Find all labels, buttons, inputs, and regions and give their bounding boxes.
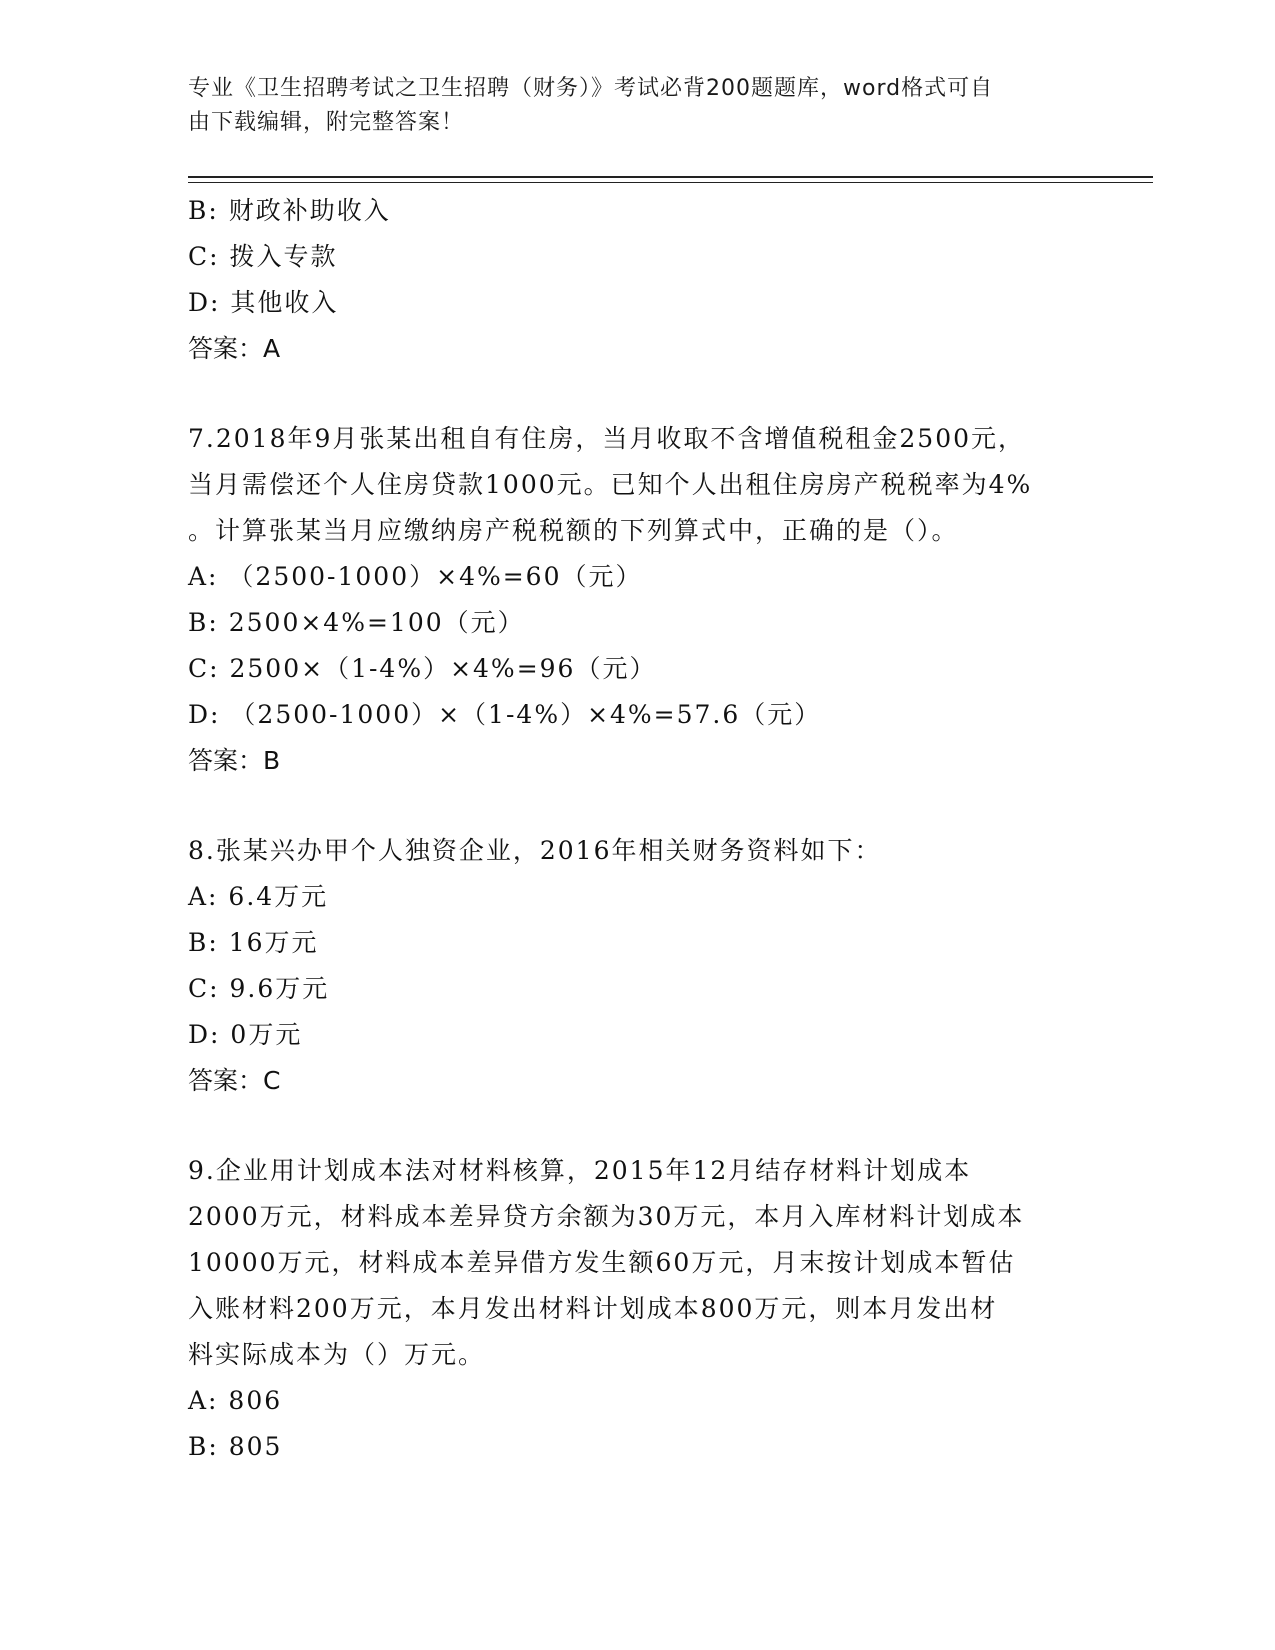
question-text-line: 料实际成本为（）万元。	[188, 1340, 486, 1369]
question-text-line: 2000万元，材料成本差异贷方余额为30万元，本月入库材料计划成本	[188, 1202, 1025, 1231]
question-text-line: 9.企业用计划成本法对材料核算，2015年12月结存材料计划成本	[188, 1156, 972, 1185]
spacer	[188, 1104, 1088, 1148]
option-d: D: 其他收入	[188, 288, 339, 317]
option-b: B: 财政补助收入	[188, 196, 391, 225]
option-c: C: 2500×（1-4%）×4%=96（元）	[188, 654, 657, 683]
header-line-2: 由下载编辑，附完整答案！	[188, 110, 465, 135]
question-text-line: 10000万元，材料成本差异借方发生额60万元，月末按计划成本暂估	[188, 1248, 1016, 1277]
question-text-line: 。计算张某当月应缴纳房产税税额的下列算式中，正确的是（）。	[188, 516, 959, 545]
option-b: B: 805	[188, 1432, 283, 1461]
question-text-line: 当月需偿还个人住房贷款1000元。已知个人出租住房房产税税率为4%	[188, 470, 1033, 499]
option-c: C: 拨入专款	[188, 242, 338, 271]
option-d: D: 0万元	[188, 1020, 303, 1049]
header-divider-thin	[188, 182, 1153, 183]
question-9	[188, 1148, 1088, 1470]
option-a: A: 6.4万元	[188, 882, 329, 911]
header-line-1: 专业《卫生招聘考试之卫生招聘（财务）》考试必背200题题库，word格式可自	[188, 76, 994, 101]
option-a: A: 806	[188, 1386, 283, 1415]
question-text-line: 8.张某兴办甲个人独资企业，2016年相关财务资料如下：	[188, 836, 882, 865]
document-header	[188, 72, 1088, 140]
option-d: D: （2500-1000）×（1-4%）×4%=57.6（元）	[188, 700, 822, 729]
question-6-continued	[188, 188, 1088, 372]
option-b: B: 2500×4%=100（元）	[188, 608, 525, 637]
header-divider-thick	[188, 176, 1153, 178]
option-b: B: 16万元	[188, 928, 319, 957]
question-8	[188, 828, 1088, 1104]
option-a: A: （2500-1000）×4%=60（元）	[188, 562, 643, 591]
spacer	[188, 784, 1088, 828]
answer-line: 答案：B	[188, 746, 281, 775]
answer-line: 答案：C	[188, 1066, 281, 1095]
answer-line: 答案：A	[188, 334, 281, 363]
question-7	[188, 416, 1088, 784]
question-text-line: 入账材料200万元，本月发出材料计划成本800万元，则本月发出材	[188, 1294, 998, 1323]
option-c: C: 9.6万元	[188, 974, 330, 1003]
spacer	[188, 372, 1088, 416]
question-text-line: 7.2018年9月张某出租自有住房，当月收取不含增值税租金2500元，	[188, 424, 1026, 453]
document-body	[188, 188, 1088, 1470]
